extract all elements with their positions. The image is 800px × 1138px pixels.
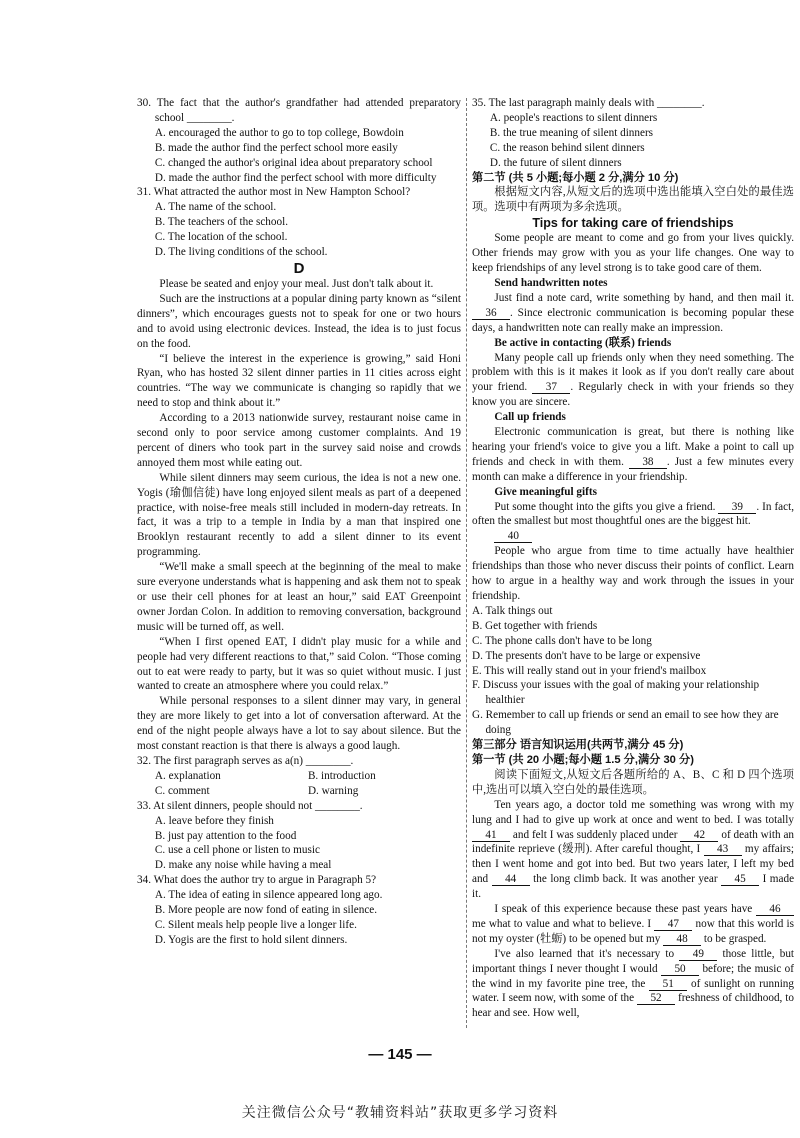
passage-paragraph: “We'll make a small speech at the beginning of the meal to make sure everyone understands what is happening and ask them not to speak or use their cell phones for at least an hour,” said EAT Greenpoint owner Jordan Colon. In addition to removing conversation, background music will be turned off, as well.: [137, 561, 461, 633]
text: before; the music of the wind in my favorite pine tree, the: [472, 962, 794, 990]
article-paragraph: [472, 500, 794, 530]
text: I've also learned that it's necessary to: [494, 947, 675, 960]
subheading: Call up friends: [494, 411, 566, 424]
blank-46: 46: [756, 903, 794, 916]
section-1-title: 第一节 (共 20 小题;每小题 1.5 分,满分 30 分): [472, 753, 694, 766]
text: Ten years ago, a doctor told me something was wrong with my lung and I had to give up work at once and went to bed. I was totally: [472, 798, 794, 826]
blank-41: 41: [472, 829, 510, 842]
text: me what to value and what to believe. I: [472, 917, 652, 930]
passage-paragraph: “When I first opened EAT, I didn't play music for a while and people had very different reactions to that,” said Colon. “Those coming out to eat were ready to party, but it was so quiet without music. I just wanted to create an atmosphere where you could relax.”: [137, 635, 461, 693]
text: Electronic communication is great, but there is nothing like hearing your friend's voice to give you a lift. Make a point to call up friends and check in with them.: [472, 426, 794, 468]
option: B. The teachers of the school.: [154, 216, 288, 229]
section-2-title: 第二节 (共 5 小题;每小题 2 分,满分 10 分): [472, 171, 679, 184]
option: B. More people are now fond of eating in silence.: [154, 904, 378, 917]
blank-48: 48: [663, 933, 701, 946]
option: C. Silent meals help people live a longer life.: [154, 918, 357, 931]
text: . Regularly check in with your friends so they know you are sincere.: [472, 381, 795, 409]
blank-51: 51: [649, 978, 687, 991]
option: A. encouraged the author to go to top college, Bowdoin: [154, 126, 404, 139]
right-column: [472, 96, 794, 1021]
blank-45: 45: [721, 873, 759, 886]
passage-paragraph: According to a 2013 nationwide survey, restaurant noise came in second only to poor service among customer complaints. And 19 percent of diners who took part in the survey said noise and crowds annoyed them most while eating out.: [137, 412, 461, 469]
option: A. The idea of eating in silence appeared long ago.: [154, 889, 383, 902]
cloze-paragraph: [472, 902, 794, 947]
question-34: [137, 873, 461, 948]
article-intro: Some people are meant to come and go from your lives quickly. Other friends may grow with you as your life changes. One way to keep friendships of any level strong is to take good care of them.: [472, 232, 794, 275]
blank-47: 47: [654, 918, 692, 931]
gap-option: B. Get together with friends: [472, 619, 598, 632]
blank-44: 44: [492, 873, 530, 886]
column-divider: [466, 98, 467, 1028]
passage-paragraph: “I believe the interest in the experience is growing,” said Honi Ryan, who has hosted 32 silent dinner parties in 11 cities across eight countries. “The way we communicate is changing so rapidly that we need to stop and think about it.”: [137, 352, 461, 410]
option: D. warning: [307, 784, 359, 797]
passage-paragraph: Please be seated and enjoy your meal. Just don't talk about it.: [159, 277, 434, 290]
option: B. the true meaning of silent dinners: [489, 126, 654, 139]
text: . Just a few minutes every month can make a difference in your friendship.: [472, 455, 795, 483]
question-stem: 30. The fact that the author's grandfather had attended preparatory school ________.: [137, 97, 461, 124]
blank-50: 50: [661, 963, 699, 976]
question-35: [472, 96, 794, 171]
cloze-paragraph: [472, 798, 794, 902]
gap-option: A. Talk things out: [472, 604, 553, 617]
option: A. The name of the school.: [154, 201, 277, 214]
option: A. explanation: [154, 769, 221, 782]
text: to be grasped.: [703, 932, 767, 945]
option: D. The living conditions of the school.: [154, 246, 328, 259]
gap-option: G. Remember to call up friends or send an email to see how they are doing: [472, 709, 779, 737]
question-30: [137, 96, 461, 185]
question-33: [137, 799, 461, 874]
blank-43: 43: [704, 843, 742, 856]
article-paragraph: People who argue from time to time actually have healthier friendships than those who never discuss their points of conflict. Learn how to argue in a healthy way and work through the issues in your friendship.: [472, 545, 794, 602]
text: now that this world is not my oyster (牡蛎) to be opened but my: [472, 917, 795, 945]
question-32: [137, 754, 461, 799]
left-column: [137, 96, 461, 948]
blank-38: 38: [629, 456, 667, 469]
text: those little, but important things I never thought I would: [472, 947, 795, 975]
option: B. made the author find the perfect school more easily: [154, 141, 398, 154]
option: D. make any noise while having a meal: [154, 859, 332, 872]
option: C. The location of the school.: [154, 231, 288, 244]
question-stem: 32. The first paragraph serves as a(n) ________.: [137, 754, 354, 767]
text: . Since electronic communication is becoming popular these days, a handwritten note can really make an impression.: [472, 306, 794, 334]
text: freshness of childhood, to hear and see. How well,: [472, 992, 794, 1020]
article-paragraph: [472, 351, 794, 411]
text: and felt I was suddenly placed under: [512, 828, 678, 841]
text: of death with an indefinite reprieve (缓刑). After careful thought, I: [472, 828, 795, 856]
option: D. made the author find the perfect school with more difficulty: [154, 171, 437, 184]
option: D. the future of silent dinners: [489, 156, 622, 169]
article-paragraph: [472, 529, 794, 544]
gap-option: D. The presents don't have to be large or expensive: [472, 649, 701, 662]
text: the long climb back. It was another year: [533, 873, 718, 886]
text: my affairs; then I went home and got into bed. But two years later, I left my bed and: [472, 843, 794, 886]
subheading: Give meaningful gifts: [494, 485, 597, 498]
section-1-instructions: 阅读下面短文,从短文后各题所给的 A、B、C 和 D 四个选项中,选出可以填入空白处的最佳选项。: [472, 768, 794, 796]
question-31: [137, 185, 461, 260]
passage-paragraph: While personal responses to a silent dinner may vary, in general they are more likely to get into a lot of conversation afterward. At the end of the night people always have a lot to say about silence. But the most constant reaction is that there is always a good laugh.: [137, 695, 461, 753]
gap-option: F. Discuss your issues with the goal of making your relationship healthier: [472, 679, 760, 707]
text: I speak of this experience because these past years have: [494, 903, 753, 916]
option: C. use a cell phone or listen to music: [154, 844, 320, 857]
blank-42: 42: [680, 829, 718, 842]
article-title: Tips for taking care of friendships: [532, 216, 734, 231]
question-stem: 35. The last paragraph mainly deals with ________.: [472, 97, 705, 109]
subheading: Send handwritten notes: [494, 276, 608, 289]
question-stem: 33. At silent dinners, people should not ________.: [137, 799, 363, 812]
option-row: [137, 769, 461, 784]
article-paragraph: [472, 425, 794, 485]
passage-d: [137, 277, 461, 754]
text: Just find a note card, write something by hand, and then mail it.: [494, 291, 794, 304]
subheading: Be active in contacting (联系) friends: [494, 336, 672, 349]
cloze-paragraph: [472, 947, 794, 1022]
text: Many people call up friends only when they need something. The problem with this is it makes it look as if you don't really care about your friend.: [472, 351, 794, 394]
option: B. introduction: [307, 769, 376, 782]
option: B. just pay attention to the food: [154, 829, 297, 842]
option: C. changed the author's original idea about preparatory school: [154, 156, 433, 169]
option: C. comment: [154, 784, 210, 797]
text: of sunlight on running water. I seem now, with some of the: [472, 977, 794, 1005]
section-d-heading: D: [293, 259, 305, 277]
gap-option: C. The phone calls don't have to be long: [472, 634, 652, 647]
blank-40: 40: [494, 530, 532, 543]
blank-39: 39: [718, 501, 756, 514]
footer-note: 关注微信公众号“教辅资料站”获取更多学习资料: [241, 1105, 559, 1121]
question-stem: 34. What does the author try to argue in Paragraph 5?: [137, 874, 377, 887]
option: D. Yogis are the first to hold silent dinners.: [154, 933, 348, 946]
blank-52: 52: [637, 992, 675, 1005]
option: A. people's reactions to silent dinners: [489, 111, 658, 124]
passage-paragraph: While silent dinners may seem curious, the idea is not a new one. Yogis (瑜伽信徒) have long enjoyed silent meals as part of a deepened practice, with noise-free meals still included in modern-day retreats. In fact, it was a trip to a temple in India by a man that inspired one Brooklyn restaurant recently to add a silent dinner to its event programming.: [137, 471, 461, 559]
question-stem: 31. What attracted the author most in New Hampton School?: [137, 186, 411, 199]
part-3-title: 第三部分 语言知识运用(共两节,满分 45 分): [472, 739, 684, 752]
option-row: [137, 784, 461, 799]
text: I made it.: [472, 873, 795, 901]
blank-37: 37: [532, 381, 570, 394]
passage-paragraph: Such are the instructions at a popular dining party known as “silent dinners”, which encourages guests not to speak for one or two hours and to avoid using electronic devices. Instead, the idea is to just focus on the food.: [137, 292, 461, 350]
option: A. leave before they finish: [154, 814, 274, 827]
text: Put some thought into the gifts you give a friend.: [494, 500, 716, 513]
gap-options: [472, 604, 794, 738]
blank-49: 49: [679, 948, 717, 961]
gap-option: E. This will really stand out in your friend's mailbox: [472, 664, 707, 677]
text: . In fact, often the smallest but most thoughtful ones are the biggest hit.: [472, 500, 795, 528]
article-paragraph: [472, 291, 794, 336]
option: C. the reason behind silent dinners: [489, 141, 645, 154]
blank-36: 36: [472, 307, 510, 320]
section-2-instructions: 根据短文内容,从短文后的选项中选出能填入空白处的最佳选项。选项中有两项为多余选项。: [472, 186, 794, 214]
page-number: — 145 —: [368, 1046, 432, 1063]
